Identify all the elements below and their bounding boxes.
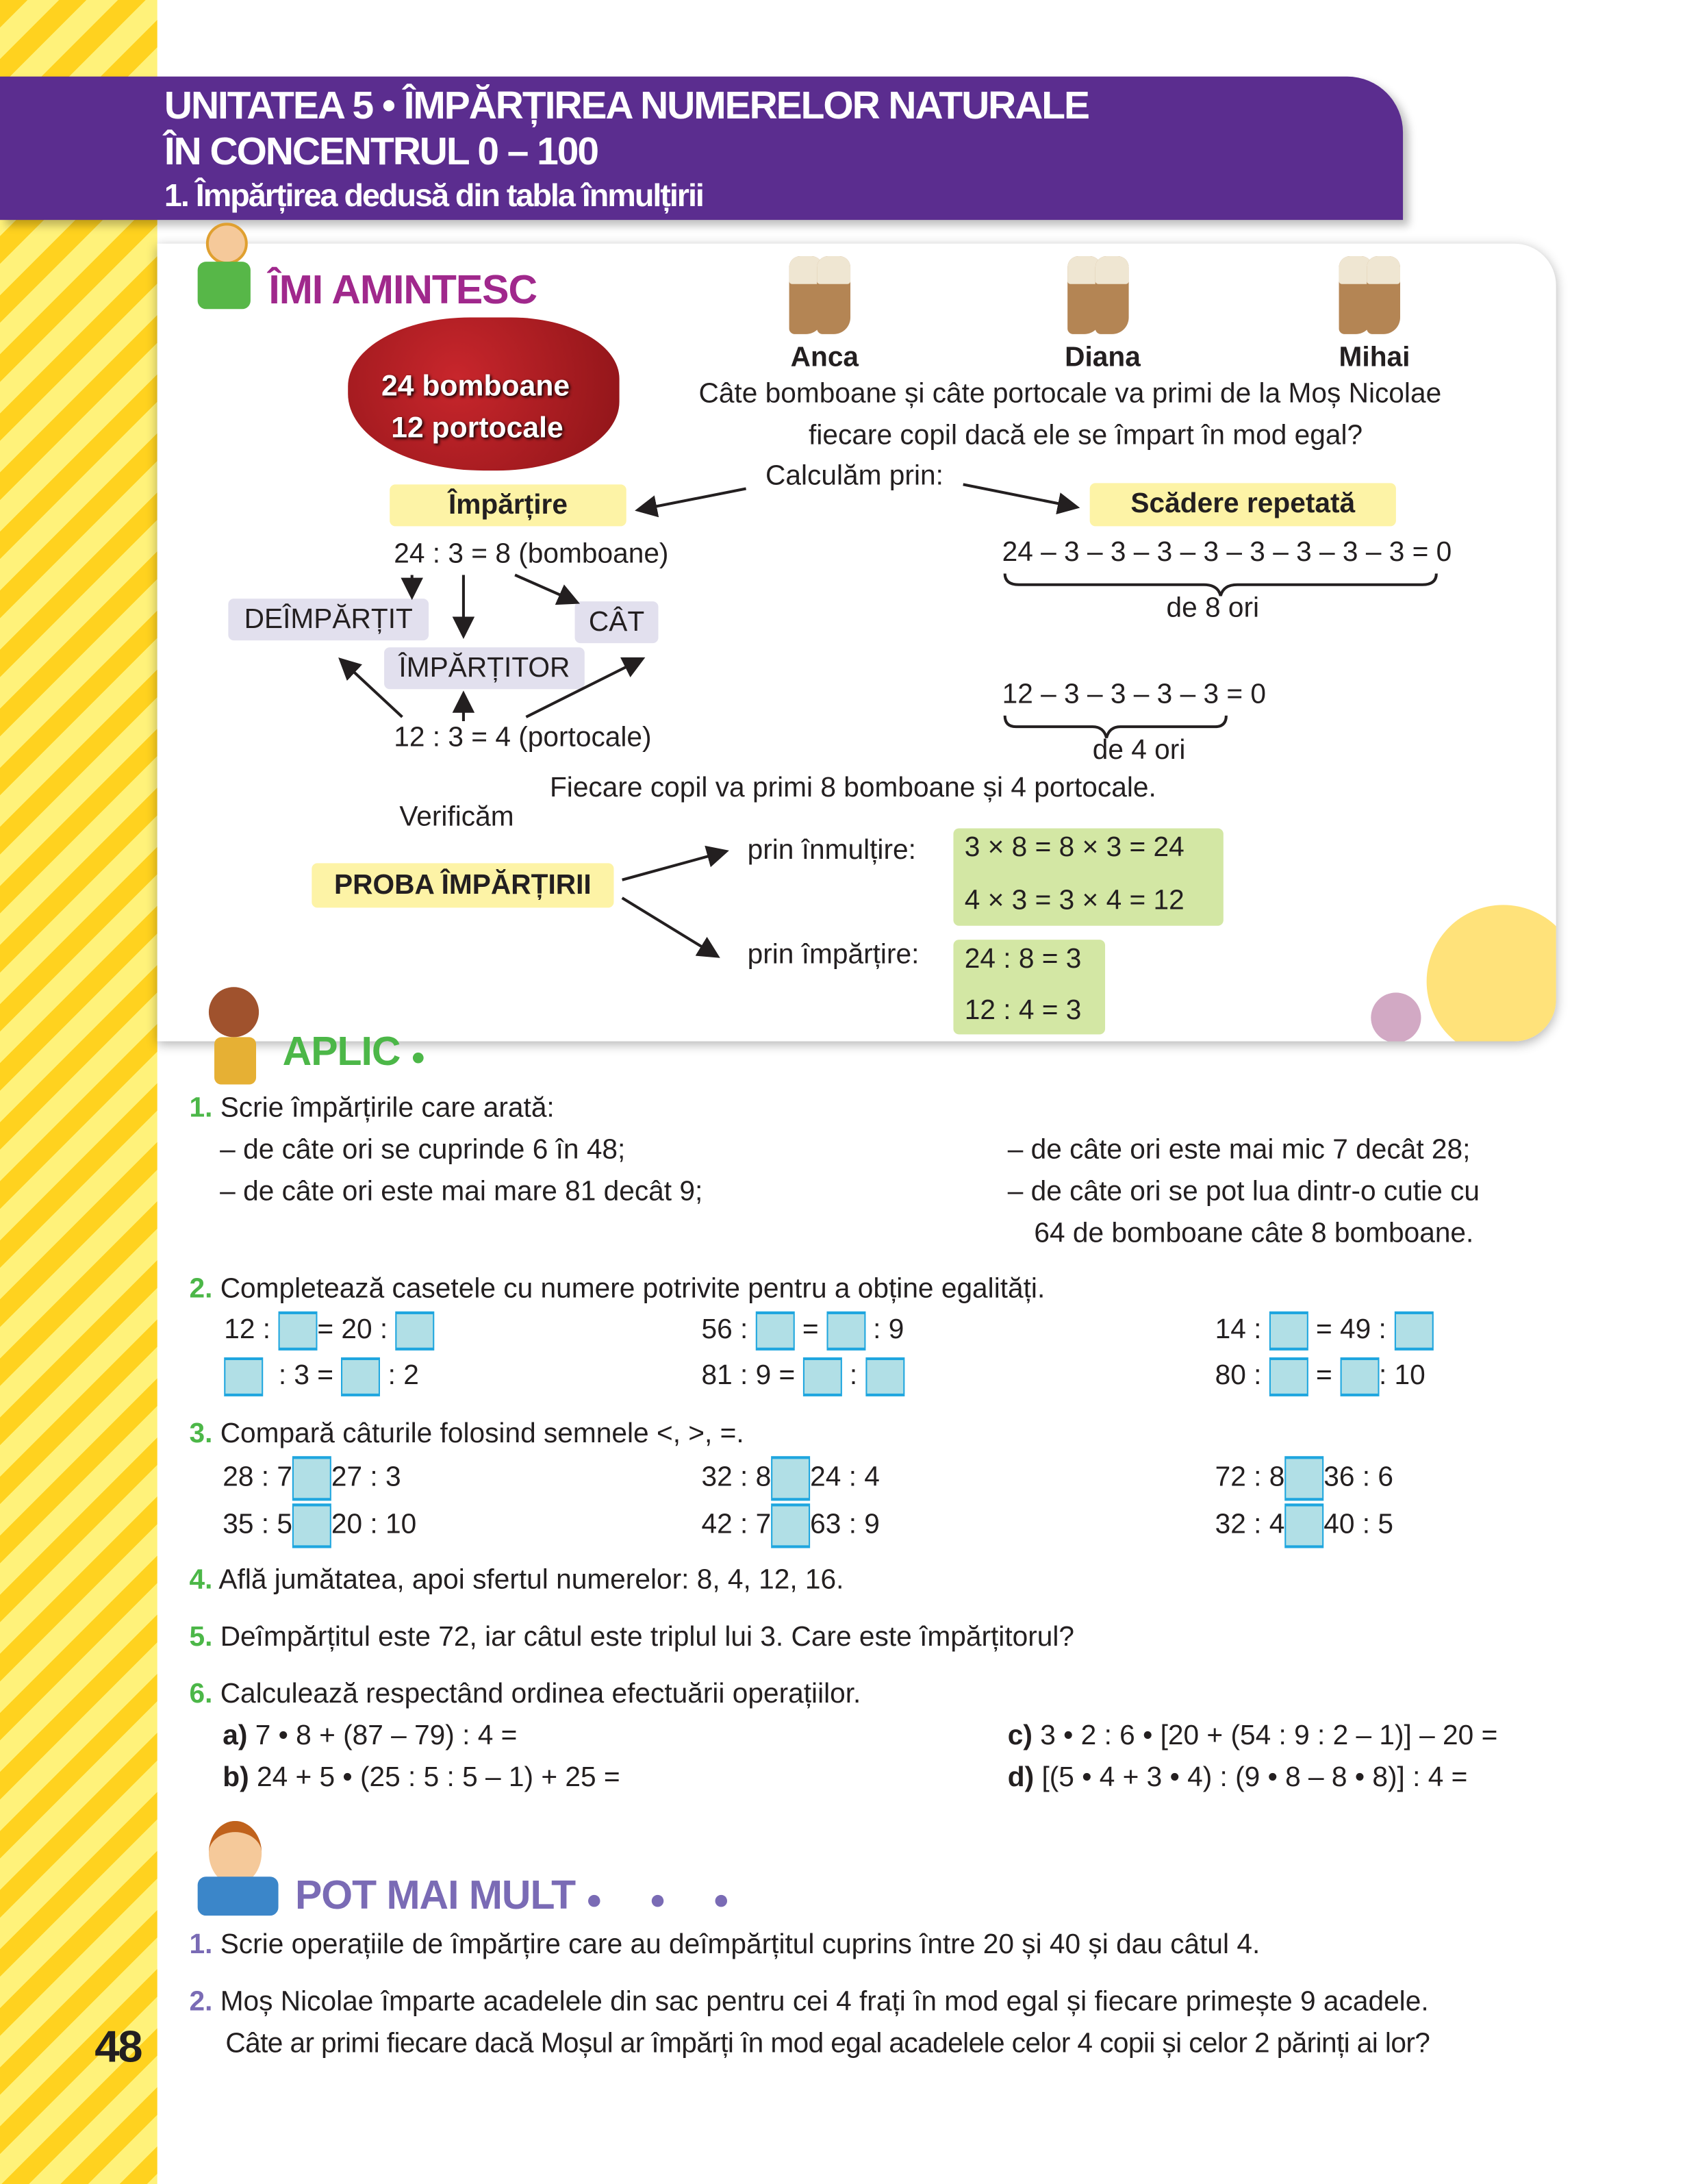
- exercise-2: [189, 1274, 1045, 1306]
- division-eq-oranges: 12 : 3 = 4 (portocale): [394, 723, 652, 753]
- answer-box[interactable]: [278, 1311, 317, 1351]
- exercise-text: Află jumătatea, apoi sfertul numerelor: 8, 4, 12, 16.: [218, 1564, 844, 1596]
- exercise-1-item: – de câte ori este mai mic 7 decât 28;: [1007, 1134, 1471, 1166]
- eq-part: 72 : 8: [1215, 1462, 1285, 1493]
- more-exercise-1: [189, 1929, 1260, 1961]
- answer-box[interactable]: [341, 1357, 380, 1396]
- answer-box[interactable]: [756, 1311, 795, 1351]
- compare-item: [702, 1503, 880, 1548]
- subtraction-eq-oranges: 12 – 3 – 3 – 3 – 3 = 0: [1002, 679, 1267, 710]
- equality-row: [702, 1357, 904, 1396]
- item-letter: d): [1007, 1762, 1035, 1794]
- answer-box[interactable]: [224, 1357, 263, 1396]
- child-name: Diana: [1065, 342, 1141, 373]
- unit-title: UNITATEA 5 • ÎMPĂRȚIREA NUMERELOR NATURALE: [164, 83, 1089, 127]
- compare-item: [1215, 1456, 1393, 1501]
- answer-box[interactable]: [1394, 1311, 1433, 1351]
- unit-subtitle: ÎN CONCENTRUL 0 – 100: [164, 129, 598, 173]
- exercise-text: Calculează respectând ordinea efectuării operațiilor.: [220, 1679, 861, 1710]
- exercise-6-item: [223, 1721, 517, 1753]
- exercise-1-item: – de câte ori este mai mare 81 decât 9;: [220, 1176, 703, 1207]
- more-title: POT MAI MULT ● ● ●: [294, 1874, 750, 1919]
- answer-box[interactable]: [826, 1311, 865, 1351]
- item-letter: b): [223, 1762, 249, 1794]
- child-name: Anca: [790, 342, 859, 373]
- proof-eq: 3 × 8 = 8 × 3 = 24: [964, 832, 1184, 864]
- eq-part: 35 : 5: [223, 1509, 292, 1540]
- page-number: 48: [94, 2021, 142, 2072]
- bag-oranges-label: 12 portocale: [391, 412, 563, 444]
- remember-title: ÎMI AMINTESC: [268, 268, 537, 314]
- exercise-6-item: [1008, 1721, 1498, 1753]
- exercise-number: 2.: [189, 1986, 213, 2018]
- verify-label: Verificăm: [399, 801, 514, 833]
- eq-part: 12 :: [224, 1314, 271, 1346]
- child-name: Mihai: [1339, 342, 1410, 373]
- eq-part: : 3 =: [278, 1360, 334, 1392]
- by-multiplication-label: prin înmulțire:: [747, 835, 916, 866]
- more-exercise-2: [189, 1987, 1428, 2019]
- eq-part: 24 : 4: [810, 1462, 880, 1493]
- compare-item: [223, 1503, 416, 1548]
- answer-box[interactable]: [771, 1503, 810, 1548]
- division-box: Împărțire: [390, 484, 626, 526]
- exercise-1: [189, 1093, 554, 1125]
- question-line: fiecare copil dacă ele se împart în mod egal?: [809, 420, 1363, 451]
- eq-part: =: [1315, 1360, 1332, 1392]
- answer-box[interactable]: [1284, 1456, 1323, 1501]
- eq-part: =: [802, 1314, 819, 1346]
- exercise-text: Compară câturile folosind semnele <, >, =.: [220, 1418, 744, 1450]
- eq-part: = 20 :: [317, 1314, 388, 1346]
- exercise-text: Deîmpărțitul este 72, iar câtul este triplul lui 3. Care este împărțitorul?: [220, 1622, 1075, 1653]
- exercise-number: 3.: [189, 1418, 213, 1450]
- conclusion-text: Fiecare copil va primi 8 bomboane și 4 portocale.: [549, 773, 1156, 803]
- exercise-number: 2.: [189, 1274, 213, 1305]
- compare-item: [1215, 1503, 1393, 1548]
- answer-box[interactable]: [292, 1503, 331, 1548]
- exercise-text: Scrie împărțirile care arată:: [220, 1092, 555, 1124]
- question-line: Câte bomboane și câte portocale va primi de la Moș Nicolae: [698, 378, 1442, 410]
- equality-row: [1215, 1311, 1433, 1351]
- eq-part: 80 :: [1215, 1360, 1262, 1392]
- equality-row: [224, 1311, 434, 1351]
- exercise-1-item: – de câte ori se pot lua dintr-o cutie cu: [1007, 1176, 1480, 1207]
- subtraction-eq-candies: 24 – 3 – 3 – 3 – 3 – 3 – 3 – 3 – 3 = 0: [1002, 537, 1452, 568]
- divisor-label: ÎMPĂRȚITOR: [384, 647, 585, 689]
- answer-box[interactable]: [292, 1456, 331, 1501]
- division-eq-candies: 24 : 3 = 8 (bomboane): [394, 538, 669, 570]
- eq-part: 36 : 6: [1323, 1462, 1394, 1493]
- answer-box[interactable]: [1284, 1503, 1323, 1548]
- item-expression: [(5 • 4 + 3 • 4) : (9 • 8 – 8 • 8)] : 4 =: [1041, 1762, 1468, 1794]
- exercise-number: 1.: [189, 1929, 213, 1961]
- more-exercise-2-line2: Câte ar primi fiecare dacă Moșul ar împărți în mod egal acadelele celor 4 copii și celor 2 părinți ai lor?: [225, 2028, 1430, 2059]
- answer-box[interactable]: [1340, 1357, 1379, 1396]
- eq-part: : 9: [873, 1314, 904, 1346]
- item-letter: c): [1007, 1720, 1032, 1752]
- exercise-6: [189, 1679, 861, 1711]
- compare-item: [223, 1456, 401, 1501]
- subtraction-box: Scădere repetată: [1090, 483, 1396, 526]
- exercise-text: Moș Nicolae împarte acadelele din sac pentru cei 4 frați în mod egal și fiecare primește 9 acadele.: [220, 1986, 1429, 2018]
- exercise-number: 4.: [189, 1564, 213, 1596]
- proof-box: PROBA ÎMPĂRȚIRII: [312, 863, 613, 907]
- eq-part: 27 : 3: [331, 1462, 401, 1493]
- exercise-3: [189, 1418, 744, 1451]
- item-expression: 7 • 8 + (87 – 79) : 4 =: [255, 1720, 518, 1752]
- eq-part: 20 : 10: [331, 1509, 417, 1540]
- item-expression: 24 + 5 • (25 : 5 : 5 – 1) + 25 =: [256, 1762, 620, 1794]
- times-4-label: de 4 ori: [1092, 735, 1186, 766]
- exercise-text: Scrie operațiile de împărțire care au deîmpărțitul cuprins între 20 și 40 și dau câtul 4.: [220, 1929, 1260, 1961]
- exercise-5: [189, 1622, 1074, 1654]
- exercise-number: 1.: [189, 1092, 213, 1124]
- eq-part: = 49 :: [1315, 1314, 1386, 1346]
- lesson-title: 1. Împărțirea dedusă din tabla înmulțirii: [164, 177, 703, 214]
- exercise-6-item: [223, 1763, 620, 1795]
- eq-part: 40 : 5: [1323, 1509, 1394, 1540]
- eq-part: :: [849, 1360, 858, 1392]
- boy-with-book-icon: [192, 1810, 296, 1922]
- item-letter: a): [223, 1720, 248, 1752]
- eq-part: : 2: [388, 1360, 419, 1392]
- bag-candies-label: 24 bomboane: [381, 370, 570, 403]
- proof-eq: 24 : 8 = 3: [964, 944, 1082, 975]
- apply-title-text: APLIC: [282, 1030, 401, 1075]
- exercise-1-item: 64 de bomboane câte 8 bomboane.: [1034, 1218, 1474, 1249]
- eq-part: 42 : 7: [701, 1509, 772, 1540]
- eq-part: 56 :: [701, 1314, 748, 1346]
- equality-row: [702, 1311, 904, 1351]
- more-title-text: POT MAI MULT: [294, 1874, 576, 1919]
- apply-title: APLIC ●: [282, 1030, 425, 1075]
- eq-part: 32 : 4: [1215, 1509, 1285, 1540]
- by-division-label: prin împărțire:: [747, 940, 920, 970]
- eq-part: : 10: [1378, 1360, 1425, 1392]
- exercise-4: [189, 1565, 844, 1597]
- compare-item: [702, 1456, 880, 1501]
- proof-eq: 12 : 4 = 3: [964, 995, 1082, 1027]
- exercise-number: 5.: [189, 1622, 213, 1653]
- exercise-6-item: [1008, 1763, 1468, 1795]
- quotient-label: CÂT: [575, 601, 659, 643]
- item-expression: 3 • 2 : 6 • [20 + (54 : 9 : 2 – 1)] – 20 =: [1040, 1720, 1498, 1752]
- girl-icon: [198, 981, 275, 1085]
- dividend-label: DEÎMPĂRȚIT: [228, 599, 429, 640]
- calc-by-label: Calculăm prin:: [765, 460, 943, 492]
- eq-part: 63 : 9: [810, 1509, 880, 1540]
- equality-row: [224, 1357, 419, 1396]
- answer-box[interactable]: [865, 1357, 904, 1396]
- answer-box[interactable]: [803, 1357, 842, 1396]
- answer-box[interactable]: [396, 1311, 435, 1351]
- answer-box[interactable]: [1269, 1311, 1308, 1351]
- eq-part: 32 : 8: [701, 1462, 772, 1493]
- proof-eq: 4 × 3 = 3 × 4 = 12: [964, 885, 1184, 916]
- answer-box[interactable]: [771, 1456, 810, 1501]
- eq-part: 81 : 9 =: [701, 1360, 796, 1392]
- answer-box[interactable]: [1269, 1357, 1308, 1396]
- eq-part: 28 : 7: [223, 1462, 292, 1493]
- eq-part: 14 :: [1215, 1314, 1262, 1346]
- exercise-text: Completează casetele cu numere potrivite pentru a obține egalități.: [220, 1274, 1046, 1305]
- equality-row: [1215, 1357, 1425, 1396]
- times-8-label: de 8 ori: [1166, 592, 1260, 624]
- exercise-number: 6.: [189, 1679, 213, 1710]
- exercise-1-item: – de câte ori se cuprinde 6 în 48;: [220, 1134, 626, 1166]
